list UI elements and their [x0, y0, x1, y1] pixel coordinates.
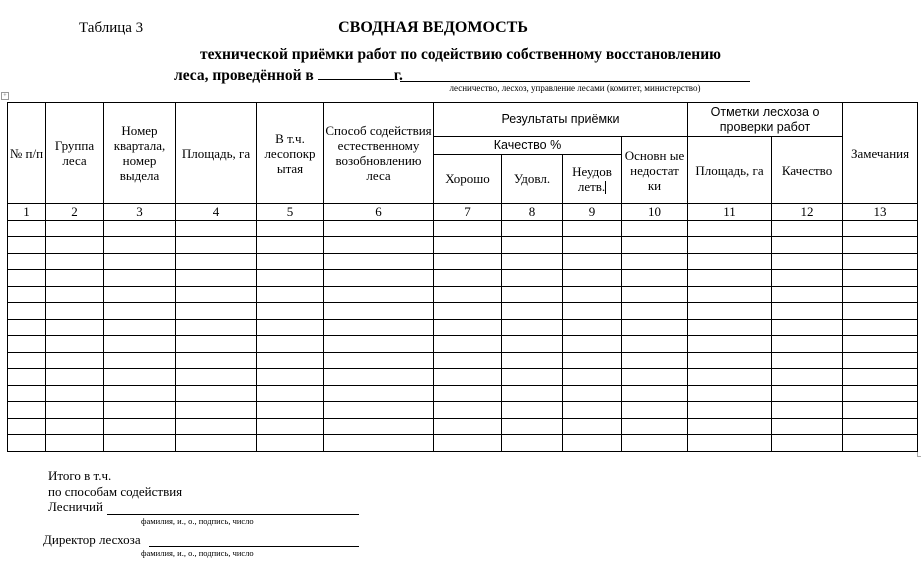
table-cell[interactable] — [843, 385, 918, 402]
table-row — [8, 352, 918, 369]
table-cell[interactable] — [104, 369, 176, 386]
table-cell[interactable] — [46, 418, 104, 435]
table-cell[interactable] — [8, 237, 46, 254]
table-cell[interactable] — [688, 237, 772, 254]
table-cell[interactable] — [563, 253, 622, 270]
table-cell[interactable] — [434, 319, 502, 336]
table-cell[interactable] — [688, 303, 772, 320]
table-row — [8, 435, 918, 452]
header-remarks: Замечания — [843, 103, 918, 204]
table-cell[interactable] — [772, 336, 843, 353]
table-row — [8, 385, 918, 402]
table-cell[interactable] — [843, 253, 918, 270]
table-cell[interactable] — [843, 435, 918, 452]
table-cell[interactable] — [324, 237, 434, 254]
table-cell[interactable] — [688, 435, 772, 452]
subtitle-line2-text: леса, проведённой в — [174, 67, 314, 84]
table-cell[interactable] — [46, 220, 104, 237]
table-cell[interactable] — [772, 253, 843, 270]
header-marks-area: Площадь, га — [688, 137, 772, 204]
table-cell[interactable] — [8, 220, 46, 237]
table-cell[interactable] — [8, 270, 46, 287]
column-number: 4 — [176, 204, 257, 221]
table-cell[interactable] — [434, 352, 502, 369]
table-cell[interactable] — [772, 303, 843, 320]
organization-blank-line[interactable] — [400, 81, 750, 82]
table-cell[interactable] — [8, 435, 46, 452]
table-cell[interactable] — [502, 220, 563, 237]
table-move-handle-icon[interactable]: + — [1, 92, 9, 100]
column-number-row — [8, 204, 918, 221]
table-cell[interactable] — [434, 418, 502, 435]
table-row — [8, 336, 918, 353]
table-cell[interactable] — [257, 319, 324, 336]
table-cell[interactable] — [324, 418, 434, 435]
table-cell[interactable] — [176, 220, 257, 237]
table-cell[interactable] — [622, 369, 688, 386]
table-cell[interactable] — [563, 385, 622, 402]
table-row — [8, 253, 918, 270]
table-cell[interactable] — [434, 220, 502, 237]
table-cell[interactable] — [46, 253, 104, 270]
table-cell[interactable] — [257, 385, 324, 402]
table-cell[interactable] — [772, 286, 843, 303]
table-cell[interactable] — [772, 402, 843, 419]
table-cell[interactable] — [772, 237, 843, 254]
table-cell[interactable] — [324, 435, 434, 452]
table-cell[interactable] — [772, 385, 843, 402]
table-cell[interactable] — [104, 270, 176, 287]
table-cell[interactable] — [502, 369, 563, 386]
table-cell[interactable] — [324, 385, 434, 402]
table-cell[interactable] — [46, 237, 104, 254]
table-cell[interactable] — [622, 336, 688, 353]
table-cell[interactable] — [843, 369, 918, 386]
table-cell[interactable] — [8, 319, 46, 336]
table-cell[interactable] — [502, 319, 563, 336]
header-good: Хорошо — [434, 154, 502, 204]
table-row — [8, 402, 918, 419]
column-number: 7 — [434, 204, 502, 221]
table-cell[interactable] — [843, 418, 918, 435]
header-quarter: Номер квартала, номер выдела — [104, 103, 176, 204]
table-cell[interactable] — [324, 286, 434, 303]
table-cell[interactable] — [434, 253, 502, 270]
table-row — [8, 270, 918, 287]
table-cell[interactable] — [257, 402, 324, 419]
director-signature-line[interactable] — [149, 546, 359, 547]
header-marks: Отметки лесхоза о проверки работ — [688, 103, 843, 137]
table-cell[interactable] — [502, 303, 563, 320]
table-cell[interactable] — [622, 303, 688, 320]
table-cell[interactable] — [8, 385, 46, 402]
table-cell[interactable] — [176, 369, 257, 386]
table-cell[interactable] — [176, 336, 257, 353]
table-cell[interactable] — [8, 253, 46, 270]
table-cell[interactable] — [563, 220, 622, 237]
table-cell[interactable] — [104, 418, 176, 435]
table-cell[interactable] — [843, 336, 918, 353]
table-cell[interactable] — [502, 352, 563, 369]
year-blank-field[interactable] — [318, 65, 394, 80]
column-number: 9 — [563, 204, 622, 221]
table-cell[interactable] — [622, 253, 688, 270]
table-cell[interactable] — [772, 220, 843, 237]
table-cell[interactable] — [622, 385, 688, 402]
column-number: 12 — [772, 204, 843, 221]
table-cell[interactable] — [176, 385, 257, 402]
table-cell[interactable] — [843, 303, 918, 320]
table-cell[interactable] — [622, 435, 688, 452]
table-cell[interactable] — [688, 286, 772, 303]
table-cell[interactable] — [324, 253, 434, 270]
table-cell[interactable] — [176, 270, 257, 287]
text-cursor — [605, 181, 606, 194]
table-cell[interactable] — [688, 369, 772, 386]
table-cell[interactable] — [257, 237, 324, 254]
table-cell[interactable] — [843, 237, 918, 254]
table-cell[interactable] — [843, 319, 918, 336]
table-cell[interactable] — [434, 369, 502, 386]
table-cell[interactable] — [104, 435, 176, 452]
table-row — [8, 237, 918, 254]
table-row — [8, 418, 918, 435]
table-cell[interactable] — [502, 418, 563, 435]
director-signature-hint: фамилия, и., о., подпись, число — [141, 548, 254, 558]
column-number: 8 — [502, 204, 563, 221]
table-cell[interactable] — [324, 352, 434, 369]
table-cell[interactable] — [434, 402, 502, 419]
table-cell[interactable] — [104, 253, 176, 270]
table-cell[interactable] — [257, 336, 324, 353]
table-cell[interactable] — [843, 286, 918, 303]
document-subtitle-line2 — [174, 65, 403, 85]
table-cell[interactable] — [176, 303, 257, 320]
table-cell[interactable] — [257, 418, 324, 435]
table-cell[interactable] — [324, 369, 434, 386]
table-cell[interactable] — [502, 385, 563, 402]
table-cell[interactable] — [622, 220, 688, 237]
forester-signature-line[interactable] — [107, 514, 359, 515]
table-cell[interactable] — [563, 402, 622, 419]
table-cell[interactable] — [843, 352, 918, 369]
header-area: Площадь, га — [176, 103, 257, 204]
table-corner-mark — [917, 452, 921, 457]
forester-label: Лесничий — [48, 499, 103, 514]
table-cell[interactable] — [622, 418, 688, 435]
column-number: 11 — [688, 204, 772, 221]
document-title: СВОДНАЯ ВЕДОМОСТЬ — [338, 19, 528, 36]
table-cell[interactable] — [46, 319, 104, 336]
table-cell[interactable] — [688, 352, 772, 369]
table-cell[interactable] — [324, 319, 434, 336]
table-cell[interactable] — [8, 402, 46, 419]
table-cell[interactable] — [563, 319, 622, 336]
table-cell[interactable] — [46, 286, 104, 303]
table-cell[interactable] — [176, 237, 257, 254]
table-cell[interactable] — [324, 402, 434, 419]
table-cell[interactable] — [176, 435, 257, 452]
table-cell[interactable] — [622, 237, 688, 254]
table-cell[interactable] — [563, 303, 622, 320]
header-unsatisfactory[interactable] — [563, 154, 622, 204]
table-row — [8, 369, 918, 386]
table-cell[interactable] — [104, 352, 176, 369]
table-cell[interactable] — [563, 237, 622, 254]
column-number: 2 — [46, 204, 104, 221]
table-cell[interactable] — [688, 385, 772, 402]
table-cell[interactable] — [434, 286, 502, 303]
table-cell[interactable] — [688, 270, 772, 287]
table-cell[interactable] — [46, 369, 104, 386]
table-cell[interactable] — [622, 402, 688, 419]
table-number-label: Таблица 3 — [79, 20, 144, 36]
table-cell[interactable] — [46, 402, 104, 419]
table-cell[interactable] — [563, 286, 622, 303]
table-cell[interactable] — [104, 402, 176, 419]
table-cell[interactable] — [563, 369, 622, 386]
table-cell[interactable] — [563, 352, 622, 369]
table-cell[interactable] — [257, 435, 324, 452]
table-cell[interactable] — [688, 402, 772, 419]
table-cell[interactable] — [257, 303, 324, 320]
table-cell[interactable] — [104, 237, 176, 254]
header-unsatisfactory-text: Неудов летв. — [572, 163, 612, 194]
table-cell[interactable] — [772, 369, 843, 386]
table-cell[interactable] — [502, 435, 563, 452]
table-cell[interactable] — [502, 270, 563, 287]
table-cell[interactable] — [563, 270, 622, 287]
header-num: № п/п — [8, 103, 46, 204]
empty-rows — [8, 220, 918, 451]
table-cell[interactable] — [622, 352, 688, 369]
table-cell[interactable] — [502, 286, 563, 303]
table-cell[interactable] — [622, 270, 688, 287]
table-cell[interactable] — [502, 336, 563, 353]
header-method: Способ содействия естественному возобновлению леса — [324, 103, 434, 204]
header-results: Результаты приёмки — [434, 103, 688, 137]
header-marks-quality: Качество — [772, 137, 843, 204]
table-cell[interactable] — [772, 270, 843, 287]
table-cell[interactable] — [46, 303, 104, 320]
table-cell[interactable] — [8, 286, 46, 303]
table-cell[interactable] — [257, 253, 324, 270]
table-cell[interactable] — [563, 336, 622, 353]
column-number: 3 — [104, 204, 176, 221]
table-cell[interactable] — [8, 303, 46, 320]
table-cell[interactable] — [434, 237, 502, 254]
table-cell[interactable] — [324, 270, 434, 287]
total-label: Итого в т.ч. — [48, 468, 112, 483]
table-cell[interactable] — [843, 402, 918, 419]
table-cell[interactable] — [8, 418, 46, 435]
table-cell[interactable] — [563, 435, 622, 452]
table-cell[interactable] — [324, 303, 434, 320]
table-cell[interactable] — [324, 336, 434, 353]
table-row — [8, 286, 918, 303]
table-cell[interactable] — [257, 270, 324, 287]
column-number: 13 — [843, 204, 918, 221]
table-cell[interactable] — [772, 418, 843, 435]
table-cell[interactable] — [434, 435, 502, 452]
document-subtitle-line1: технической приёмки работ по содействию собственному восстановлению — [200, 46, 721, 63]
header-defects: Основн ые недостат ки — [622, 137, 688, 204]
table-cell[interactable] — [688, 253, 772, 270]
table-cell[interactable] — [434, 270, 502, 287]
table-cell[interactable] — [434, 336, 502, 353]
table-cell[interactable] — [176, 418, 257, 435]
forester-signature-hint: фамилия, и., о., подпись, число — [141, 516, 254, 526]
table-cell[interactable] — [257, 286, 324, 303]
column-number: 6 — [324, 204, 434, 221]
table-cell[interactable] — [176, 286, 257, 303]
by-method-label: по способам содействия — [48, 484, 183, 499]
table-cell[interactable] — [772, 319, 843, 336]
header-covered: В т.ч. лесопокр ытая — [257, 103, 324, 204]
table-cell[interactable] — [46, 336, 104, 353]
table-cell[interactable] — [772, 352, 843, 369]
table-cell[interactable] — [563, 418, 622, 435]
table-cell[interactable] — [622, 319, 688, 336]
table-row — [8, 220, 918, 237]
table-cell[interactable] — [324, 220, 434, 237]
table-cell[interactable] — [622, 286, 688, 303]
table-cell[interactable] — [688, 319, 772, 336]
table-cell[interactable] — [502, 237, 563, 254]
table-cell[interactable] — [104, 319, 176, 336]
summary-table — [7, 102, 918, 452]
table-cell[interactable] — [502, 402, 563, 419]
table-cell[interactable] — [502, 253, 563, 270]
table-cell[interactable] — [843, 270, 918, 287]
table-cell[interactable] — [46, 270, 104, 287]
table-cell[interactable] — [176, 253, 257, 270]
table-cell[interactable] — [257, 220, 324, 237]
table-cell[interactable] — [8, 336, 46, 353]
table-row — [8, 319, 918, 336]
table-cell[interactable] — [772, 435, 843, 452]
header-satisfactory: Удовл. — [502, 154, 563, 204]
table-cell[interactable] — [104, 220, 176, 237]
column-number: 10 — [622, 204, 688, 221]
table-row — [8, 303, 918, 320]
column-number: 5 — [257, 204, 324, 221]
table-cell[interactable] — [688, 220, 772, 237]
table-cell[interactable] — [434, 303, 502, 320]
table-cell[interactable] — [104, 286, 176, 303]
subtitle-line2-year-suffix: г. — [393, 67, 403, 84]
header-group: Группа леса — [46, 103, 104, 204]
table-cell[interactable] — [104, 336, 176, 353]
table-cell[interactable] — [843, 220, 918, 237]
table-cell[interactable] — [46, 352, 104, 369]
table-cell[interactable] — [434, 385, 502, 402]
table-cell[interactable] — [8, 352, 46, 369]
table-cell[interactable] — [688, 418, 772, 435]
table-cell[interactable] — [688, 336, 772, 353]
header-quality: Качество % — [434, 137, 622, 155]
table-cell[interactable] — [176, 402, 257, 419]
table-cell[interactable] — [8, 369, 46, 386]
column-number: 1 — [8, 204, 46, 221]
table-cell[interactable] — [46, 435, 104, 452]
organization-hint: лесничество, лесхоз, управление лесами (комитет, министерство) — [449, 83, 701, 93]
director-label: Директор лесхоза — [43, 532, 141, 547]
table-cell[interactable] — [176, 352, 257, 369]
table-cell[interactable] — [176, 319, 257, 336]
table-cell[interactable] — [104, 303, 176, 320]
table-cell[interactable] — [46, 385, 104, 402]
table-cell[interactable] — [257, 369, 324, 386]
table-cell[interactable] — [257, 352, 324, 369]
table-cell[interactable] — [104, 385, 176, 402]
